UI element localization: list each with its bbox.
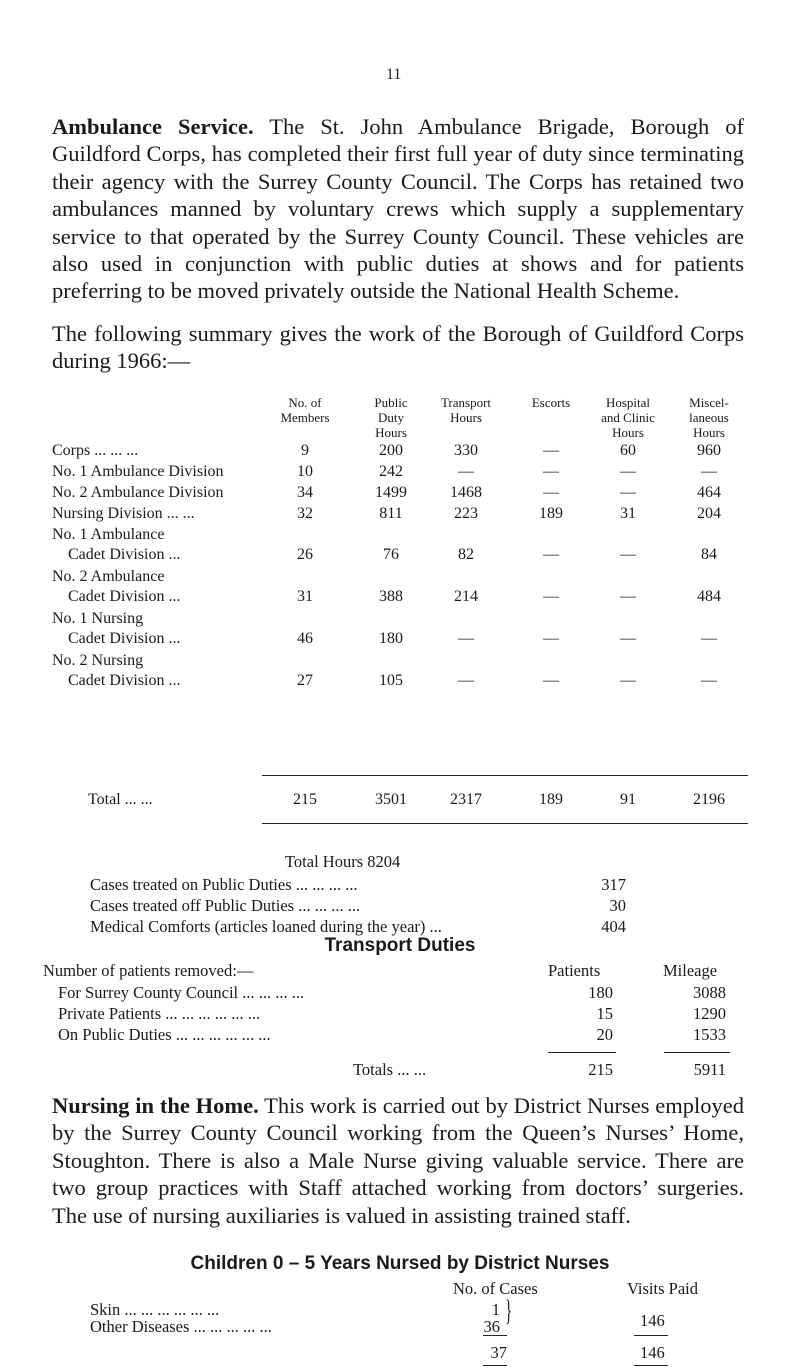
case-label: Medical Comforts (articles loaned during the year) ...	[90, 917, 442, 936]
table-cell: 46	[297, 630, 313, 647]
table-cell: 1499	[375, 484, 407, 501]
row-label: Nursing Division ... ...	[52, 505, 195, 522]
transport-totals-mileage: 5911	[693, 1060, 726, 1079]
total-cell: 2317	[450, 791, 482, 808]
children-rule-cases	[483, 1335, 507, 1336]
column-header: Hours	[612, 425, 644, 440]
children-visits-combined: 146	[640, 1311, 665, 1330]
column-header: Miscel-	[689, 395, 729, 410]
transport-row-patients: 15	[596, 1004, 613, 1023]
column-header: Public	[374, 395, 408, 410]
transport-col-patients: Patients	[548, 961, 601, 980]
ambulance-paragraph	[52, 113, 744, 305]
table-cell: 27	[297, 672, 313, 689]
table-cell: —	[620, 672, 636, 689]
transport-totals-patients: 215	[588, 1060, 613, 1079]
table-cell: —	[620, 588, 636, 605]
transport-rule-patients	[548, 1052, 616, 1053]
transport-row-mileage: 3088	[693, 983, 726, 1002]
children-brace: }	[505, 1294, 513, 1327]
total-rule-bottom	[262, 823, 748, 824]
row-label: No. 1 Ambulance	[52, 526, 165, 543]
table-cell: 9	[301, 442, 309, 459]
case-label: Cases treated on Public Duties ... ... ... ...	[90, 875, 358, 894]
table-cell: 32	[297, 505, 313, 522]
table-cell: 10	[297, 463, 313, 480]
nursing-text: This work is carried out by District Nurses employed by the Surrey County Council working from the Queen’s Nurses’ Home, Stoughton. There is also a Male Nurse giving valuable service. There are two group practices with Staff attached working from doctors’ surgeries. The use of nursing auxiliaries is valued in assisting trained staff.	[52, 1093, 745, 1228]
column-header: Members	[280, 410, 330, 425]
column-header: Hospital	[605, 395, 651, 410]
total-cell: 2196	[693, 791, 725, 808]
transport-row-patients: 180	[588, 983, 613, 1002]
table-cell: —	[701, 630, 717, 647]
total-hours: Total Hours 8204	[285, 852, 401, 871]
children-total-visits: 146	[640, 1343, 665, 1362]
table-cell: 1468	[450, 484, 482, 501]
table-cell: —	[620, 463, 636, 480]
case-label: Cases treated off Public Duties ... ... ... ...	[90, 896, 361, 915]
column-header: No. of	[288, 395, 322, 410]
table-cell: 388	[379, 588, 403, 605]
table-cell: —	[701, 672, 717, 689]
table-cell: 31	[297, 588, 313, 605]
total-cell: 215	[293, 791, 317, 808]
transport-row-label: Private Patients ... ... ... ... ... ...	[58, 1004, 261, 1023]
children-col-cases: No. of Cases	[453, 1279, 538, 1298]
column-header: and Clinic	[601, 410, 655, 425]
children-col-visits: Visits Paid	[627, 1279, 698, 1298]
total-cell: 91	[620, 791, 636, 808]
transport-intro: Number of patients removed:—	[43, 961, 254, 980]
row-label: Cadet Division ...	[68, 672, 181, 689]
table-cell: —	[701, 463, 717, 480]
children-row-cases: 1	[491, 1300, 500, 1319]
row-label: No. 2 Ambulance Division	[52, 484, 224, 501]
page-number: 11	[386, 66, 402, 83]
case-value: 317	[601, 875, 626, 894]
children-row-cases: 36	[483, 1317, 500, 1336]
case-value: 404	[601, 917, 626, 936]
table-cell: —	[458, 672, 474, 689]
table-cell: 200	[379, 442, 403, 459]
table-cell: —	[620, 546, 636, 563]
column-header: laneous	[689, 410, 729, 425]
table-cell: —	[543, 484, 559, 501]
transport-row-mileage: 1290	[693, 1004, 726, 1023]
table-cell: 464	[697, 484, 721, 501]
transport-totals-label: Totals ... ...	[353, 1060, 427, 1079]
table-cell: —	[458, 630, 474, 647]
table-cell: 214	[454, 588, 478, 605]
total-rule-top	[262, 775, 748, 776]
table-cell: 189	[539, 505, 563, 522]
total-label: Total ... ...	[88, 791, 153, 808]
transport-col-mileage: Mileage	[663, 961, 718, 980]
children-total-cases: 37	[490, 1343, 507, 1362]
table-cell: —	[620, 484, 636, 501]
children-row-label: Other Diseases ... ... ... ... ...	[90, 1317, 272, 1336]
row-label: Cadet Division ...	[68, 588, 181, 605]
table-cell: 223	[454, 505, 478, 522]
table-cell: 84	[701, 546, 717, 563]
row-label: No. 2 Ambulance	[52, 568, 165, 585]
table-cell: —	[543, 630, 559, 647]
table-cell: 105	[379, 672, 403, 689]
row-label: No. 1 Nursing	[52, 610, 144, 627]
total-cell: 189	[539, 791, 563, 808]
column-header: Hours	[375, 425, 407, 440]
table-cell: 76	[383, 546, 399, 563]
table-cell: 811	[379, 505, 403, 522]
row-label: Cadet Division ...	[68, 630, 181, 647]
nursing-paragraph	[52, 1092, 744, 1229]
row-label: No. 2 Nursing	[52, 652, 144, 669]
children-rule-visits	[634, 1335, 668, 1336]
table-cell: —	[543, 442, 559, 459]
children-row-label: Skin ... ... ... ... ... ...	[90, 1300, 220, 1319]
table-cell: —	[620, 630, 636, 647]
table-cell: 180	[379, 630, 403, 647]
table-cell: 60	[620, 442, 636, 459]
column-header: Hours	[693, 425, 725, 440]
children-rule-cases-bottom	[483, 1365, 507, 1366]
ambulance-text: The St. John Ambulance Brigade, Borough of Guildford Corps, has completed their first full year of duty since terminating their agency with the Surrey County Council. The Corps has retained two ambulances manned by voluntary crews which supply a supplementary service to that operated by the Surrey County Council. These vehicles are also used in conjunction with public duties at shows and for patients preferring to be moved privately outside the National Health Scheme.	[52, 114, 744, 304]
table-cell: 26	[297, 546, 313, 563]
children-title: Children 0 – 5 Years Nursed by District Nurses	[190, 1253, 610, 1274]
transport-rule-mileage	[664, 1052, 730, 1053]
row-label: Corps ... ... ...	[52, 442, 139, 459]
row-label: No. 1 Ambulance Division	[52, 463, 224, 480]
table-cell: 330	[454, 442, 478, 459]
table-cell: —	[543, 463, 559, 480]
ambulance-heading: Ambulance Service.	[52, 114, 254, 139]
transport-row-label: For Surrey County Council ... ... ... ...	[58, 983, 305, 1002]
children-rule-visits-bottom	[634, 1365, 668, 1366]
case-value: 30	[609, 896, 626, 915]
table-cell: 204	[697, 505, 721, 522]
column-header: Escorts	[531, 395, 571, 410]
table-cell: 242	[379, 463, 403, 480]
table-cell: 484	[697, 588, 721, 605]
row-label: Cadet Division ...	[68, 546, 181, 563]
column-header: Hours	[450, 410, 482, 425]
table-cell: 960	[697, 442, 721, 459]
transport-title: Transport Duties	[324, 935, 476, 956]
column-header: Duty	[378, 410, 404, 425]
table-cell: —	[543, 672, 559, 689]
table-cell: 82	[458, 546, 474, 563]
column-header: Transport	[440, 395, 492, 410]
summary-intro: The following summary gives the work of the Borough of Guildford Corps during 1966:—	[52, 321, 744, 374]
transport-row-patients: 20	[596, 1025, 613, 1044]
transport-row-label: On Public Duties ... ... ... ... ... ...	[58, 1025, 271, 1044]
table-cell: 34	[297, 484, 313, 501]
table-cell: —	[543, 588, 559, 605]
table-cell: —	[543, 546, 559, 563]
table-cell: 31	[620, 505, 636, 522]
total-cell: 3501	[375, 791, 407, 808]
nursing-heading: Nursing in the Home.	[52, 1093, 259, 1118]
transport-row-mileage: 1533	[693, 1025, 726, 1044]
table-cell: —	[458, 463, 474, 480]
